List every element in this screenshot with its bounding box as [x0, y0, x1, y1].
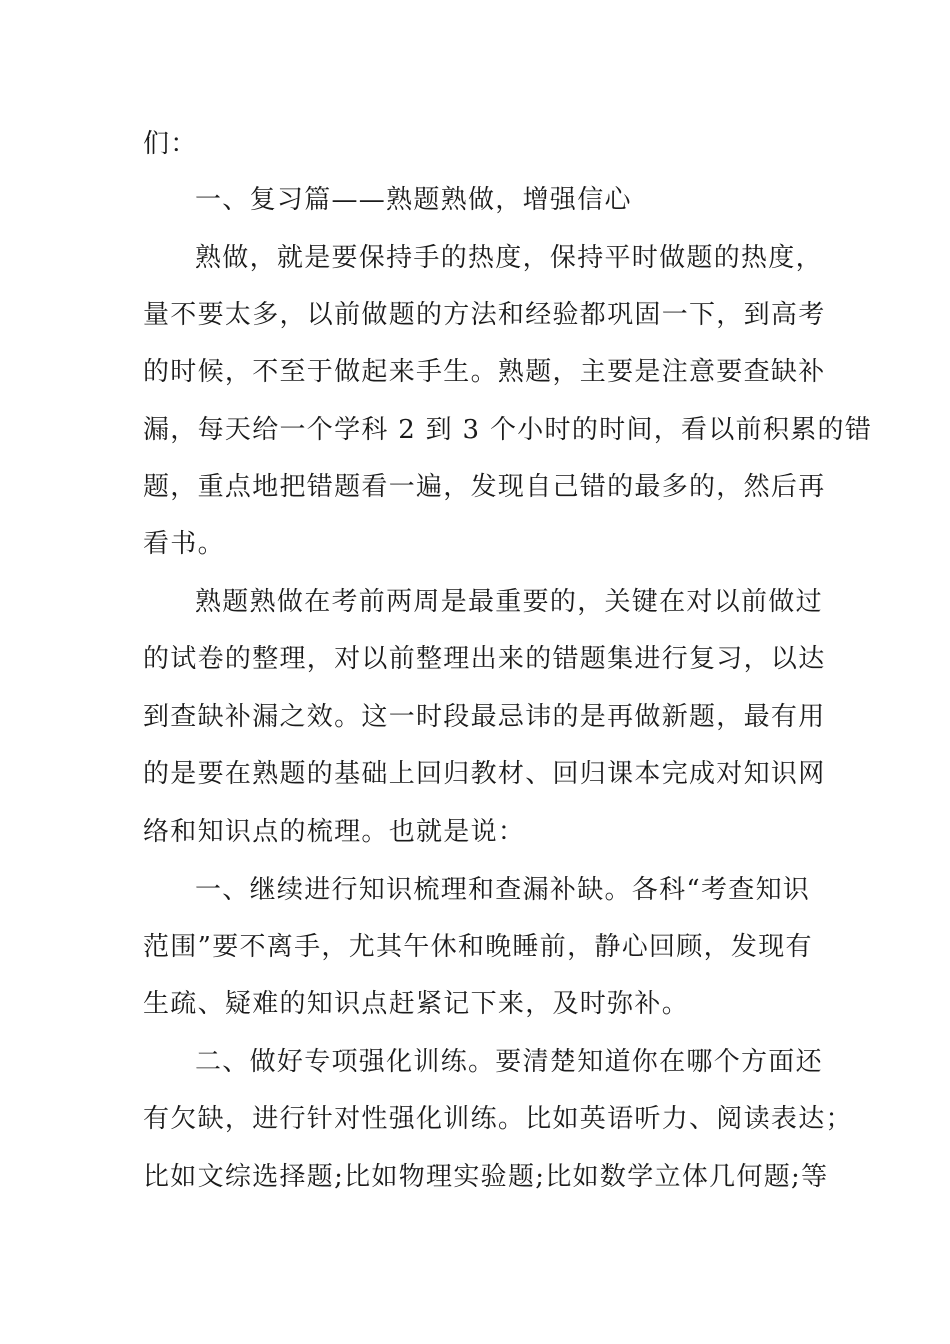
text-line: 的时候，不至于做起来手生。熟题，主要是注意要查缺补 [143, 357, 826, 387]
text-line: 二、做好专项强化训练。要清楚知道你在哪个方面还 [195, 1047, 823, 1077]
text-line: 熟题熟做在考前两周是最重要的，关键在对以前做过 [195, 587, 823, 617]
text-line: 题，重点地把错题看一遍，发现自己错的最多的，然后再 [143, 472, 826, 502]
text-line: 生疏、疑难的知识点赶紧记下来，及时弥补。 [143, 989, 690, 1019]
text-line: 的是要在熟题的基础上回归教材、回归课本完成对知识网 [143, 759, 826, 789]
text-line: 漏，每天给一个学科 2 到 3 个小时的时间，看以前积累的错 [143, 415, 873, 445]
text-line: 有欠缺，进行针对性强化训练。比如英语听力、阅读表达； [143, 1104, 853, 1134]
text-line: 的试卷的整理，对以前整理出来的错题集进行复习，以达 [143, 644, 826, 674]
text-line: 一、继续进行知识梳理和查漏补缺。各科“考查知识 [195, 875, 811, 905]
text-line: 范围”要不离手，尤其午休和晚睡前，静心回顾，发现有 [143, 932, 813, 962]
text-line: 到查缺补漏之效。这一时段最忌讳的是再做新题，最有用 [143, 702, 826, 732]
text-line: 熟做，就是要保持手的热度，保持平时做题的热度， [195, 243, 823, 273]
text-line: 们： [143, 129, 198, 159]
text-line: 络和知识点的梳理。也就是说： [143, 817, 526, 847]
text-line: 量不要太多，以前做题的方法和经验都巩固一下，到高考 [143, 300, 826, 330]
section-heading: 一、复习篇——熟题熟做，增强信心 [195, 185, 632, 215]
text-line: 看书。 [143, 529, 225, 559]
text-line: 比如文综选择题;比如物理实验题;比如数学立体几何题;等 [143, 1162, 829, 1192]
